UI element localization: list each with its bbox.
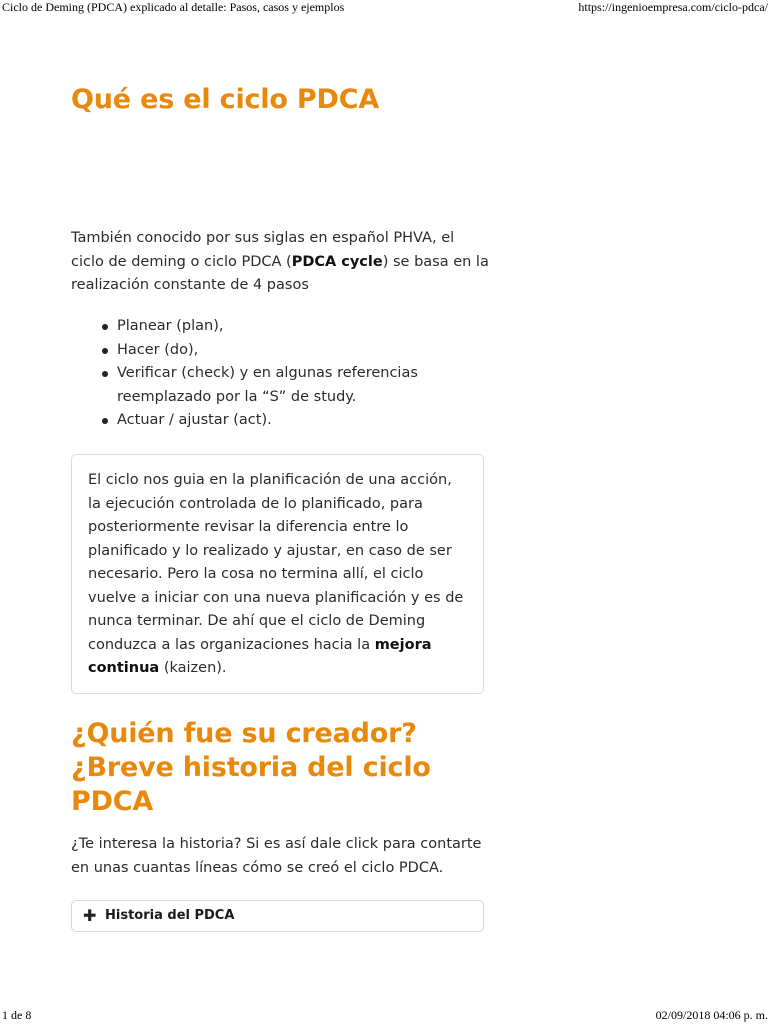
plus-icon: ✚ <box>83 906 97 925</box>
intro-paragraph <box>71 227 491 298</box>
intro-text-end: ) se basa en la realización constante de 4 pasos <box>71 253 489 293</box>
info-card <box>71 454 484 694</box>
pdca-steps-list <box>100 315 480 433</box>
list-item <box>100 315 480 339</box>
section-heading-history: ¿Quién fue su creador? ¿Breve historia del ciclo PDCA <box>71 718 431 817</box>
accordion-label: Historia del PDCA <box>105 908 235 923</box>
bullet-icon <box>102 418 108 424</box>
page-number: 1 de 8 <box>2 1008 32 1022</box>
print-footer <box>0 1008 768 1024</box>
section-heading-pdca: Qué es el ciclo PDCA <box>71 84 380 115</box>
card-text-end: (kaizen). <box>159 660 227 676</box>
step-label: Hacer (do), <box>117 341 199 358</box>
print-datetime: 02/09/2018 04:06 p. m. <box>655 1008 768 1022</box>
card-text-start: El ciclo nos guia en la planificación de una acción, la ejecución controlada de lo planificado, para posteriormente revisar la diferencia entre lo planificado y lo realizado y ajustar, en caso de ser necesario. Pero la cosa no termina allí, el ciclo vuelve a iniciar con una nueva planificación y es de nunca terminar. De ahí que el ciclo de Deming conduzca a las organizaciones hacia la <box>88 472 464 653</box>
step-label: Planear (plan), <box>117 318 224 334</box>
step-label: Verificar (check) y en algunas referencias reemplazado por la “S” de study. <box>117 365 418 405</box>
history-intro-paragraph: ¿Te interesa la historia? Si es así dale click para contarte en unas cuantas líneas cómo se creó el ciclo PDCA. <box>71 836 482 876</box>
print-header-url: https://ingenioempresa.com/ciclo-pdca/ <box>578 0 768 14</box>
print-header-title: Ciclo de Deming (PDCA) explicado al detalle: Pasos, casos y ejemplos <box>2 0 345 14</box>
info-card-text <box>88 469 468 681</box>
list-item <box>100 409 480 433</box>
bullet-icon <box>102 371 108 377</box>
print-header <box>0 0 768 16</box>
list-item <box>100 362 480 409</box>
bullet-icon <box>102 348 108 354</box>
intro-bold-term: PDCA cycle <box>291 253 383 270</box>
card-bold-term: mejora continua <box>88 636 432 676</box>
history-accordion-toggle[interactable] <box>71 900 484 932</box>
bullet-icon <box>102 324 108 330</box>
intro-text-start: También conocido por sus siglas en español PHVA, el ciclo de deming o ciclo PDCA ( <box>71 230 455 270</box>
step-label: Actuar / ajustar (act). <box>117 412 272 428</box>
list-item <box>100 339 480 363</box>
